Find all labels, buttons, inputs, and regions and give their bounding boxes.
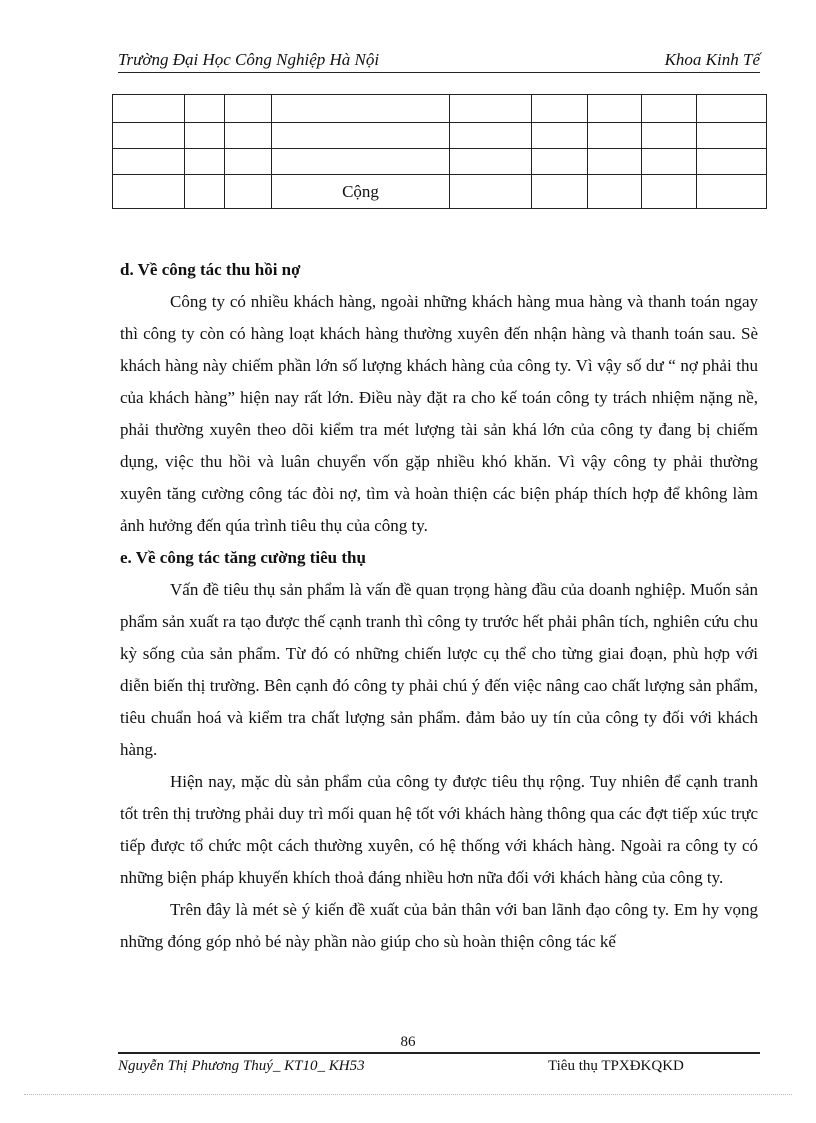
- table-row: [113, 149, 767, 175]
- table-cell: [225, 123, 272, 149]
- footer-author: Nguyễn Thị Phương Thuý_ KT10_ KH53: [118, 1058, 365, 1074]
- section-e-paragraph-1: Vấn đề tiêu thụ sản phẩm là vấn đề quan trọng hàng đầu của doanh nghiệp. Muốn sản phẩm sản xuất ra tạo được thế cạnh tranh thì công ty trước hết phải phân tích, nghiên cứu chu kỳ sống của sản phẩm. Từ đó có những chiến lược cụ thể cho từng giai đoạn, phù hợp với diễn biến thị trường. Bên cạnh đó công ty phải chú ý đến việc nâng cao chất lượng sản phẩm, tiêu chuẩn hoá và kiểm tra chất lượng sản phẩm. đảm bảo uy tín của công ty đối với khách hàng.: [120, 580, 758, 759]
- table-total-label: Cộng: [272, 175, 450, 209]
- table-cell: [450, 175, 532, 209]
- table-cell: [450, 149, 532, 175]
- table-cell: [185, 149, 225, 175]
- table-cell: [225, 149, 272, 175]
- page-number: 86: [400, 1034, 416, 1050]
- table-cell: [532, 95, 588, 123]
- table-cell: [642, 175, 697, 209]
- table-cell: [588, 95, 642, 123]
- table-cell: [697, 175, 767, 209]
- data-table: [112, 94, 767, 209]
- table-cell: [532, 175, 588, 209]
- table-cell: [272, 123, 450, 149]
- table-cell: [642, 95, 697, 123]
- page-header: [118, 50, 760, 73]
- table-cell: [532, 123, 588, 149]
- table-cell: [588, 149, 642, 175]
- table-cell: [532, 149, 588, 175]
- section-d-paragraph: Công ty có nhiều khách hàng, ngoài những khách hàng mua hàng và thanh toán ngay thì công ty còn có hàng loạt khách hàng thường xuyên đến nhận hàng và thanh toán sau. Sè khách hàng này chiếm phần lớn số lượng khách hàng của công ty. Vì vậy số dư “ nợ phải thu của khách hàng” hiện nay rất lớn. Điều này đặt ra cho kế toán công ty trách nhiệm nặng nề, phải thường xuyên theo dõi kiểm tra mét lượng tài sản khá lớn của công ty đang bị chiếm dụng, việc thu hồi và luân chuyển vốn gặp nhiều khó khăn. Vì vậy công ty phải thường xuyên tăng cường công tác đòi nợ, tìm và hoàn thiện các biện pháp thích hợp để không làm ảnh hưởng đến qúa trình tiêu thụ của công ty.: [120, 292, 758, 535]
- table-cell: [697, 123, 767, 149]
- table-cell: [272, 149, 450, 175]
- table-cell: [225, 95, 272, 123]
- table-row: [113, 123, 767, 149]
- header-university: Trường Đại Học Công Nghiệp Hà Nội: [118, 50, 380, 69]
- table-cell: [450, 95, 532, 123]
- table-cell: [642, 123, 697, 149]
- page-bottom-divider: [24, 1094, 792, 1095]
- table-cell: [113, 175, 185, 209]
- section-e-heading: e. Về công tác tăng cường tiêu thụ: [120, 548, 366, 567]
- table-cell: [450, 123, 532, 149]
- footer-topic: Tiêu thụ TPXĐKQKD: [548, 1058, 684, 1074]
- table-cell: [113, 123, 185, 149]
- table-cell: [185, 123, 225, 149]
- table-cell: [642, 149, 697, 175]
- section-d-heading: d. Về công tác thu hồi nợ: [120, 260, 301, 279]
- table-cell: [697, 95, 767, 123]
- table-cell: [588, 123, 642, 149]
- header-faculty: Khoa Kinh Tế: [664, 50, 760, 69]
- table-cell: [225, 175, 272, 209]
- table-cell: [185, 175, 225, 209]
- page-footer: [118, 1052, 760, 1080]
- table-cell: [272, 95, 450, 123]
- table-cell: [185, 95, 225, 123]
- table-cell: [697, 149, 767, 175]
- section-e-paragraph-2: Hiện nay, mặc dù sản phẩm của công ty được tiêu thụ rộng. Tuy nhiên để cạnh tranh tốt trên thị trường phải duy trì mối quan hệ tốt với khách hàng thông qua các đợt tiếp xúc trực tiếp được tổ chức một cách thường xuyên, có hệ thống với khách hàng. Ngoài ra công ty có những biện pháp khuyến khích thoả đáng nhiều hơn nữa đối với khách hàng của công ty.: [120, 772, 758, 887]
- body-text: [120, 254, 758, 958]
- table-cell: [113, 95, 185, 123]
- table-row: [113, 95, 767, 123]
- table-cell: [588, 175, 642, 209]
- section-e-paragraph-3: Trên đây là mét sè ý kiến đề xuất của bản thân với ban lãnh đạo công ty. Em hy vọng những đóng góp nhỏ bé này phần nào giúp cho sù hoàn thiện công tác kế: [120, 900, 758, 951]
- table-total-row: [113, 175, 767, 209]
- table-cell: [113, 149, 185, 175]
